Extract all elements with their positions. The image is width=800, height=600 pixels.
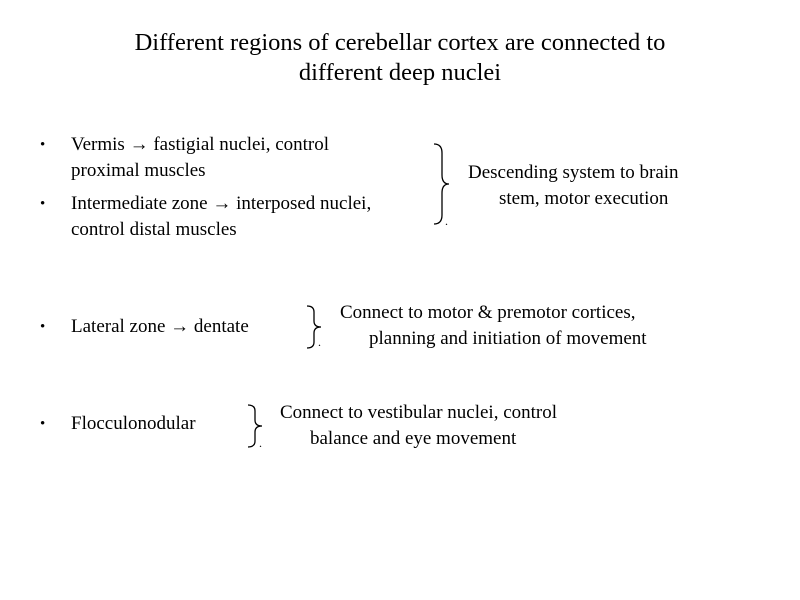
brace-icon xyxy=(304,305,324,349)
description-line-2: balance and eye movement xyxy=(310,428,517,449)
bullet-dot: • xyxy=(40,416,46,432)
brace-dot: . xyxy=(259,436,262,450)
arrow-icon: → xyxy=(212,193,232,214)
bullet-intermediate-zone xyxy=(40,191,431,243)
bullet-target: interposed nuclei, xyxy=(236,193,372,214)
description-line-2: stem, motor execution xyxy=(499,188,669,209)
bullet-lateral-zone xyxy=(40,314,311,340)
brace-icon xyxy=(245,404,265,448)
bullet-vermis xyxy=(40,132,431,184)
bullet-flocculonodular xyxy=(40,411,251,437)
description-line-2: planning and initiation of movement xyxy=(369,328,647,349)
slide-title: Different regions of cerebellar cortex are connected to different deep nuclei xyxy=(134,29,666,86)
group-description-motor-cortices xyxy=(340,300,647,352)
group-description-descending xyxy=(468,160,679,212)
arrow-icon: → xyxy=(170,316,190,337)
arrow-icon: → xyxy=(129,134,149,155)
bullet-continuation: proximal muscles xyxy=(71,160,206,181)
description-line-1: Descending system to brain xyxy=(468,162,679,183)
bullet-target: dentate xyxy=(193,316,249,337)
bullet-region: Intermediate zone xyxy=(71,193,208,214)
brace-dot: . xyxy=(318,335,321,349)
bullet-dot: • xyxy=(40,196,46,212)
description-line-1: Connect to vestibular nuclei, control xyxy=(280,402,558,423)
brace-icon xyxy=(431,143,451,228)
bullet-dot: • xyxy=(40,137,46,153)
description-line-1: Connect to motor & premotor cortices, xyxy=(340,302,636,323)
bullet-continuation: control distal muscles xyxy=(71,219,237,240)
bullet-dot: • xyxy=(40,319,46,335)
bullet-region: Vermis xyxy=(71,134,125,155)
bullet-region: Lateral zone xyxy=(71,316,166,337)
brace-dot: . xyxy=(445,214,448,228)
bullet-region: Flocculonodular xyxy=(71,413,196,434)
group-description-vestibular xyxy=(280,400,557,452)
bullet-target: fastigial nuclei, control xyxy=(153,134,330,155)
